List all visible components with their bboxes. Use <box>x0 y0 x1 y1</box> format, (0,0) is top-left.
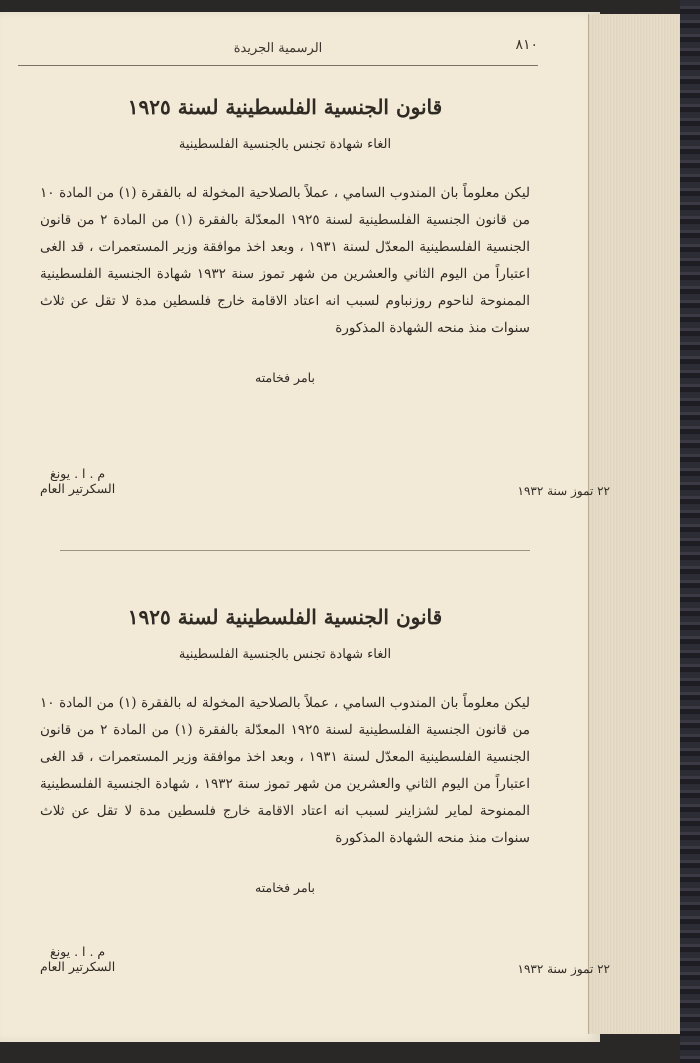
notice-seal-line: بامر فخامته <box>255 370 315 385</box>
notice-date: ٢٢ تموز سنة ١٩٣٢ <box>517 484 610 498</box>
signatory-name: م . ا . يونغ <box>50 944 106 959</box>
book-page-edges <box>588 14 685 1034</box>
page-header <box>18 35 538 66</box>
notice-2 <box>40 605 530 895</box>
notice-signature <box>40 944 115 974</box>
page-number: ٨١٠ <box>515 37 538 53</box>
notice-1 <box>40 95 530 385</box>
gazette-title: الرسمية الجريدة <box>233 41 323 56</box>
signatory-title: السكرتير العام <box>40 481 116 496</box>
signatory-title: السكرتير العام <box>40 959 116 974</box>
notice-body: ليكن معلوماً بان المندوب السامي ، عملاً بالصلاحية المخولة له بالفقرة (١) من المادة ١٠ من قانون الجنسية الفلسطينية لسنة ١٩٢٥ المعدّلة بالفقرة (١) من المادة ٢ من قانون الجنسية الفلسطينية المعدّل لسنة ١٩٣١ ، وبعد اخذ موافقة وزير المستعمرات ، قد الغى اعتباراً من اليوم الثاني والعشرين من شهر تموز سنة ١٩٣٢ ، شهادة الجنسية الفلسطينية الممنوحة لماير لشزاينر لسبب انه اعتاد الاقامة خارج فلسطين مدة لا تقل عن ثلاث سنوات منذ منحه الشهادة المذكورة <box>40 695 531 846</box>
notice-title: قانون الجنسية الفلسطينية لسنة ١٩٢٥ <box>127 95 443 119</box>
notice-signature <box>40 466 115 496</box>
signatory-name: م . ا . يونغ <box>50 466 106 481</box>
notice-seal-line: بامر فخامته <box>255 880 315 895</box>
notice-body: ليكن معلوماً بان المندوب السامي ، عملاً بالصلاحية المخولة له بالفقرة (١) من المادة ١٠ من قانون الجنسية الفلسطينية لسنة ١٩٢٥ المعدّلة بالفقرة (١) من المادة ٢ من قانون الجنسية الفلسطينية المعدّل لسنة ١٩٣١ ، وبعد اخذ موافقة وزير المستعمرات ، قد الغى اعتباراً من اليوم الثاني والعشرين من شهر تموز سنة ١٩٣٢ شهادة الجنسية الفلسطينية الممنوحة لناحوم روزنباوم لسبب انه اعتاد الاقامة خارج فلسطين مدة لا تقل عن ثلاث سنوات منذ منحه الشهادة المذكورة <box>40 185 531 336</box>
notice-subtitle: الغاء شهادة تجنس بالجنسية الفلسطينية <box>178 647 392 662</box>
notice-date: ٢٢ تموز سنة ١٩٣٢ <box>517 962 610 976</box>
book-cover-edge <box>680 0 700 1063</box>
section-divider <box>60 550 530 551</box>
notice-subtitle: الغاء شهادة تجنس بالجنسية الفلسطينية <box>178 137 392 152</box>
notice-title: قانون الجنسية الفلسطينية لسنة ١٩٢٥ <box>127 605 443 629</box>
